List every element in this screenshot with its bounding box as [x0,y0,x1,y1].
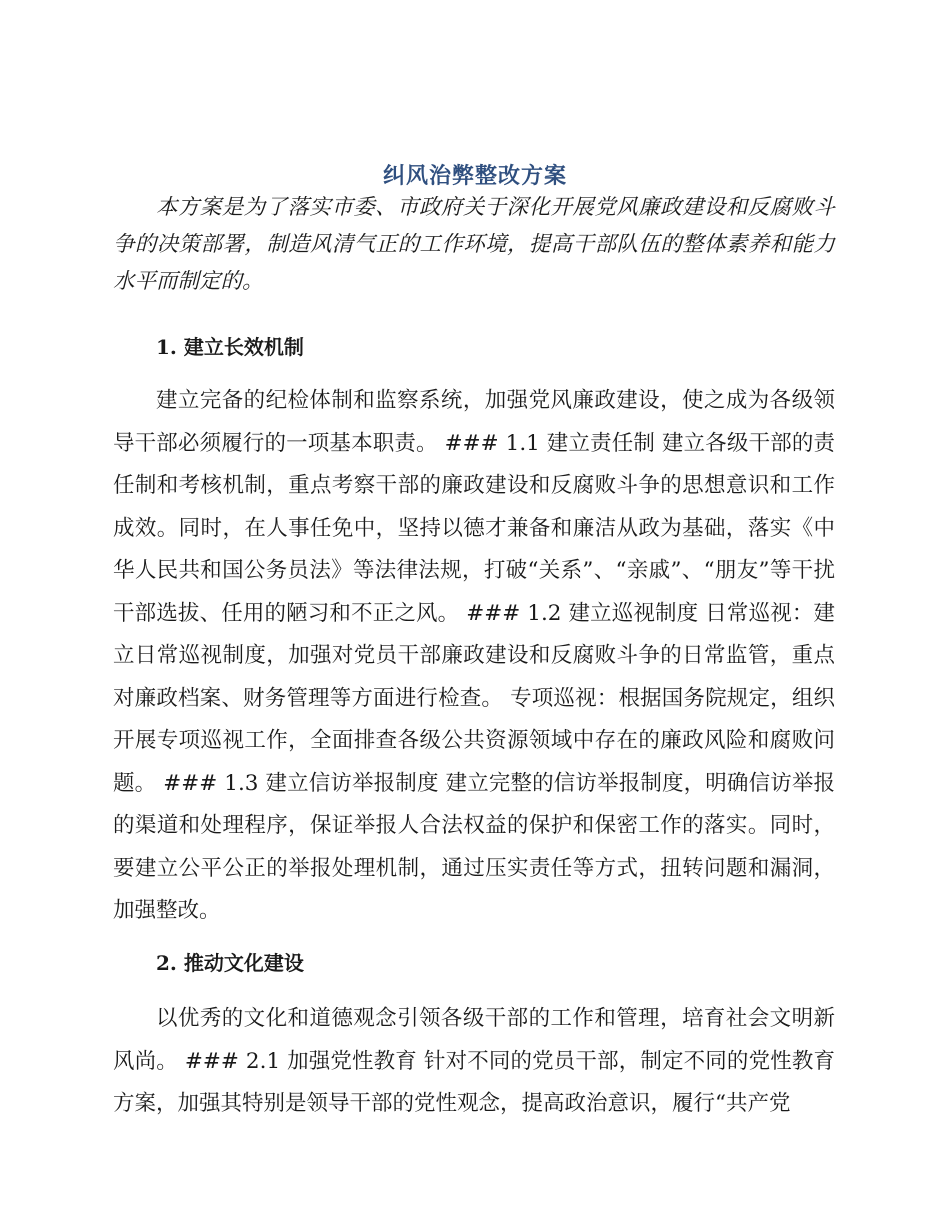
intro-paragraph: 本方案是为了落实市委、市政府关于深化开展党风廉政建设和反腐败斗争的决策部署，制造风清气正的工作环境，提高干部队伍的整体素养和能力水平而制定的。 [113,195,835,294]
document-title: 纠风治弊整改方案 [382,163,567,189]
section-heading-2: 2. 推动文化建设 [156,951,304,975]
section-body-1: 建立完备的纪检体制和监察系统，加强党风廉政建设，使之成为各级领导干部必须履行的一项基本职责。 ### 1.1 建立责任制 建立各级干部的责任制和考核机制，重点考察干部的廉政建设和反腐败斗争的思想意识和工作成效。同时，在人事任免中，坚持以德才兼备和廉洁从政为基础，落实《中华人民共和国公务员法》等法律法规，打破“关系”、“亲戚”、“朋友”等干扰干部选拔、任用的陋习和不正之风。 ### 1.2 建立巡视制度 日常巡视：建立日常巡视制度，加强对党员干部廉政建设和反腐败斗争的日常监管，重点对廉政档案、财务管理等方面进行检查。 专项巡视：根据国务院规定，组织开展专项巡视工作，全面排查各级公共资源领域中存在的廉政风险和腐败问题。 ### 1.3 建立信访举报制度 建立完整的信访举报制度，明确信访举报的渠道和处理程序，保证举报人合法权益的保护和保密工作的落实。同时，要建立公平公正的举报处理机制，通过压实责任等方式，扭转问题和漏洞，加强整改。 [113,388,835,923]
section-body-2: 以优秀的文化和道德观念引领各级干部的工作和管理，培育社会文明新风尚。 ### 2.1 加强党性教育 针对不同的党员干部，制定不同的党性教育方案，加强其特别是领导干部的党性观念，提高政治意识，履行“共产党 [113,1006,835,1116]
section-heading-1: 1. 建立长效机制 [156,335,304,359]
